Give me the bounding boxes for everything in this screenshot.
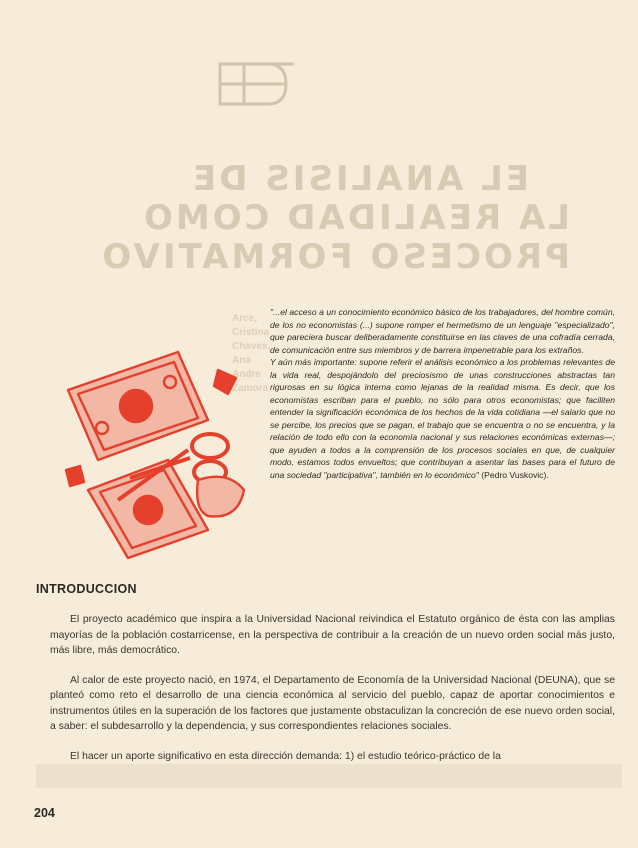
section-heading: INTRODUCCION [36, 582, 137, 596]
cut-banknotes-illustration [58, 350, 248, 560]
show-through-title [99, 159, 570, 277]
body-paragraph: El proyecto académico que inspira a la Universidad Nacional reivindica el Estatuto orgánico de ésta con las amplias mayorías de la población costarricense, en la perspectiva de contribuir a la creación de un nuevo orden social más justo, más libre, más democrático. [50, 614, 615, 656]
epigraph-quote [270, 306, 615, 481]
quote-paragraph: "...el acceso a un conocimiento económico básico de los trabajadores, del hombre común, de los no economistas (...) supone romper el hermetismo de un lenguaje "especializado", que pareciera buscar deliberadamente constituirse en las claves de una cofradía cerrada, de comunicación entre sus miembros y de barrera impenetrable para los extraños. [270, 307, 615, 355]
quote-paragraph [270, 356, 615, 481]
ghost-author: Arce, [232, 313, 258, 324]
ghost-author: Zamora [232, 383, 269, 394]
page-number: 204 [34, 806, 55, 820]
ghost-author: Cristina [232, 327, 270, 338]
quote-paragraph-text: Y aún más importante: supone referir el análisis económico a los problemas relevantes de la vida real, despojándolo del preciosismo de unas construcciones abstractas tan rigurosas en su lógica interna como lejanas de la realidad misma. Es decir, que los economistas escriban para el pueblo, no sólo para otros economistas; que faciliten entender la significación económica de los hechos de la vida cotidiana —el salario que no se percibe, los precios que se pagan, el trabajo que se encuentra o no se encuentra, y la relación de todo ello con la economía nacional y sus relaciones económicas externas—; que ayuden a todos a la comprensión de los procesos sociales en que, de cualquier modo, estamos todos envueltos; que contribuyan a asentar las bases para el futuro de una sociedad "participativa", también en lo económico" [270, 357, 615, 480]
ghost-author: Andre [232, 369, 261, 380]
ghost-title-line: PROCESO FORMATIVO [99, 237, 570, 277]
journal-logo-icon [216, 56, 298, 112]
ghost-author: Chaves, [232, 341, 271, 352]
ghost-title-line: EL ANALISIS DE [190, 159, 530, 199]
body-paragraph: El hacer un aporte significativo en esta dirección demanda: 1) el estudio teórico-práctico de la [70, 750, 501, 762]
quote-author: (Pedro Vuskovic). [481, 469, 549, 480]
body-text [50, 612, 615, 778]
body-paragraph: Al calor de este proyecto nació, en 1974, el Departamento de Economía de la Universidad Nacional (DEUNA), que se planteó como reto el desarrollo de una ciencia económica al servicio del pueblo, capaz de aportar conocimientos e instrumentos útiles en la superación de los factores que justamente obstaculizan la concreción de ese nuevo orden social, a saber: el subdesarrollo y la dependencia, y sus correspondientes relaciones sociales. [50, 674, 615, 732]
ghost-author: Ana [232, 355, 251, 366]
ghost-title-line: LA REALIDAD COMO [140, 198, 570, 238]
